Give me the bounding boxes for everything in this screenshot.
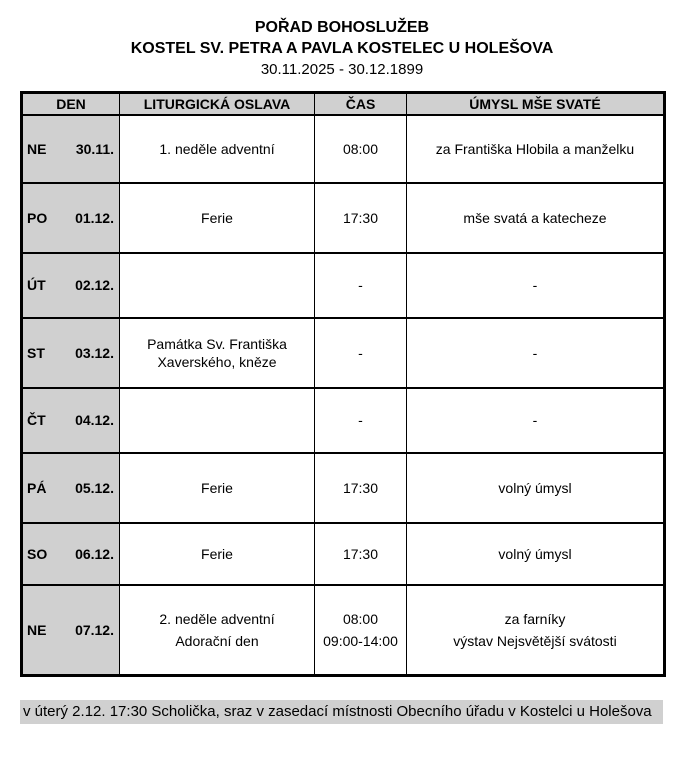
day-abbreviation: ČT bbox=[27, 412, 46, 428]
time-cell-text: 17:30 bbox=[342, 209, 379, 226]
day-date: 07.12. bbox=[75, 621, 114, 638]
liturgy-cell bbox=[120, 183, 315, 253]
time-cell bbox=[315, 253, 407, 318]
column-header-cas: ČAS bbox=[315, 93, 407, 115]
liturgy-cell bbox=[120, 253, 315, 318]
time-cell bbox=[315, 183, 407, 253]
day-cell bbox=[22, 253, 120, 318]
time-cell bbox=[315, 523, 407, 585]
table-row bbox=[22, 453, 665, 523]
liturgy-cell bbox=[120, 585, 315, 676]
day-cell bbox=[22, 388, 120, 453]
day-abbreviation: PO bbox=[27, 209, 48, 226]
day-cell bbox=[22, 453, 120, 523]
intention-cell-text: za farníky bbox=[504, 610, 566, 627]
church-name: KOSTEL SV. PETRA A PAVLA KOSTELEC U HOLEŠOVA bbox=[130, 40, 554, 57]
liturgy-cell-text: 1. neděle adventní bbox=[159, 140, 275, 157]
time-cell-text: - bbox=[358, 412, 363, 428]
time-cell bbox=[315, 453, 407, 523]
table-row bbox=[22, 585, 665, 676]
column-header-liturgicka-oslava: LITURGICKÁ OSLAVA bbox=[120, 93, 315, 115]
intention-cell-text: volný úmysl bbox=[498, 545, 572, 562]
day-date: 30.11. bbox=[75, 140, 114, 157]
schedule-table-body bbox=[22, 115, 665, 676]
time-cell-text: 08:00 bbox=[342, 610, 379, 627]
table-header-row bbox=[22, 93, 665, 115]
time-cell bbox=[315, 585, 407, 676]
liturgy-cell-text bbox=[120, 418, 314, 422]
time-cell-text: - bbox=[358, 344, 363, 361]
day-date: 05.12. bbox=[75, 479, 114, 496]
liturgy-cell-text: Ferie bbox=[201, 479, 233, 496]
intention-cell-text: - bbox=[532, 412, 538, 428]
intention-cell bbox=[407, 523, 665, 585]
day-cell bbox=[22, 115, 120, 183]
intention-cell-text: za Františka Hlobila a manželku bbox=[435, 140, 635, 157]
day-abbreviation: NE bbox=[27, 621, 47, 638]
table-row bbox=[22, 183, 665, 253]
liturgy-cell bbox=[120, 115, 315, 183]
column-header-den: DEN bbox=[22, 93, 120, 115]
intention-cell-text: mše svatá a katecheze bbox=[463, 209, 607, 226]
liturgy-cell bbox=[120, 318, 315, 388]
schedule-table bbox=[20, 91, 666, 677]
liturgy-cell-text: Památka Sv. Františka Xaverského, kněze bbox=[147, 335, 287, 370]
intention-cell-text: volný úmysl bbox=[498, 479, 572, 496]
day-cell bbox=[22, 585, 120, 676]
intention-cell bbox=[407, 318, 665, 388]
footer-note: v úterý 2.12. 17:30 Scholička, sraz v zasedací místnosti Obecního úřadu v Kostelci u Holešova bbox=[20, 700, 663, 724]
intention-cell bbox=[407, 585, 665, 676]
intention-cell bbox=[407, 183, 665, 253]
table-row bbox=[22, 318, 665, 388]
day-abbreviation: NE bbox=[27, 140, 47, 157]
intention-cell bbox=[407, 388, 665, 453]
time-cell bbox=[315, 115, 407, 183]
time-cell-text: 17:30 bbox=[342, 545, 379, 562]
liturgy-cell bbox=[120, 388, 315, 453]
day-date: 06.12. bbox=[75, 545, 114, 562]
table-row bbox=[22, 523, 665, 585]
day-date: 04.12. bbox=[75, 412, 114, 428]
intention-cell bbox=[407, 453, 665, 523]
table-row bbox=[22, 115, 665, 183]
time-cell bbox=[315, 388, 407, 453]
day-abbreviation: PÁ bbox=[27, 479, 47, 496]
liturgy-cell-text: Ferie bbox=[201, 209, 233, 226]
page-title: POŘAD BOHOSLUŽEB bbox=[254, 19, 430, 36]
date-range: 30.11.2025 - 30.12.1899 bbox=[260, 61, 424, 78]
time-cell-text: 17:30 bbox=[342, 479, 379, 496]
liturgy-cell-text: 2. neděle adventní bbox=[159, 610, 275, 627]
day-abbreviation: SO bbox=[27, 545, 48, 562]
day-date: 01.12. bbox=[75, 209, 114, 226]
day-abbreviation: ÚT bbox=[27, 277, 46, 293]
time-cell bbox=[315, 318, 407, 388]
intention-cell-text: výstav Nejsvětější svátosti bbox=[453, 632, 617, 649]
day-cell bbox=[22, 523, 120, 585]
liturgy-cell-text bbox=[120, 283, 314, 287]
liturgy-cell bbox=[120, 523, 315, 585]
intention-cell bbox=[407, 115, 665, 183]
day-date: 03.12. bbox=[75, 344, 114, 361]
document-header bbox=[0, 0, 684, 80]
time-cell-text: 08:00 bbox=[342, 140, 379, 157]
liturgy-cell bbox=[120, 453, 315, 523]
table-row bbox=[22, 388, 665, 453]
liturgy-cell-text: Adorační den bbox=[175, 632, 259, 649]
day-cell bbox=[22, 183, 120, 253]
intention-cell-text: - bbox=[532, 277, 538, 293]
day-cell bbox=[22, 318, 120, 388]
liturgy-cell-text: Ferie bbox=[201, 545, 233, 562]
column-header-umysl-mse-svate: ÚMYSL MŠE SVATÉ bbox=[407, 93, 665, 115]
intention-cell-text: - bbox=[532, 344, 538, 361]
day-abbreviation: ST bbox=[27, 344, 45, 361]
day-date: 02.12. bbox=[75, 277, 114, 293]
intention-cell bbox=[407, 253, 665, 318]
table-row bbox=[22, 253, 665, 318]
time-cell-text: 09:00-14:00 bbox=[323, 632, 398, 649]
time-cell-text: - bbox=[358, 277, 363, 293]
